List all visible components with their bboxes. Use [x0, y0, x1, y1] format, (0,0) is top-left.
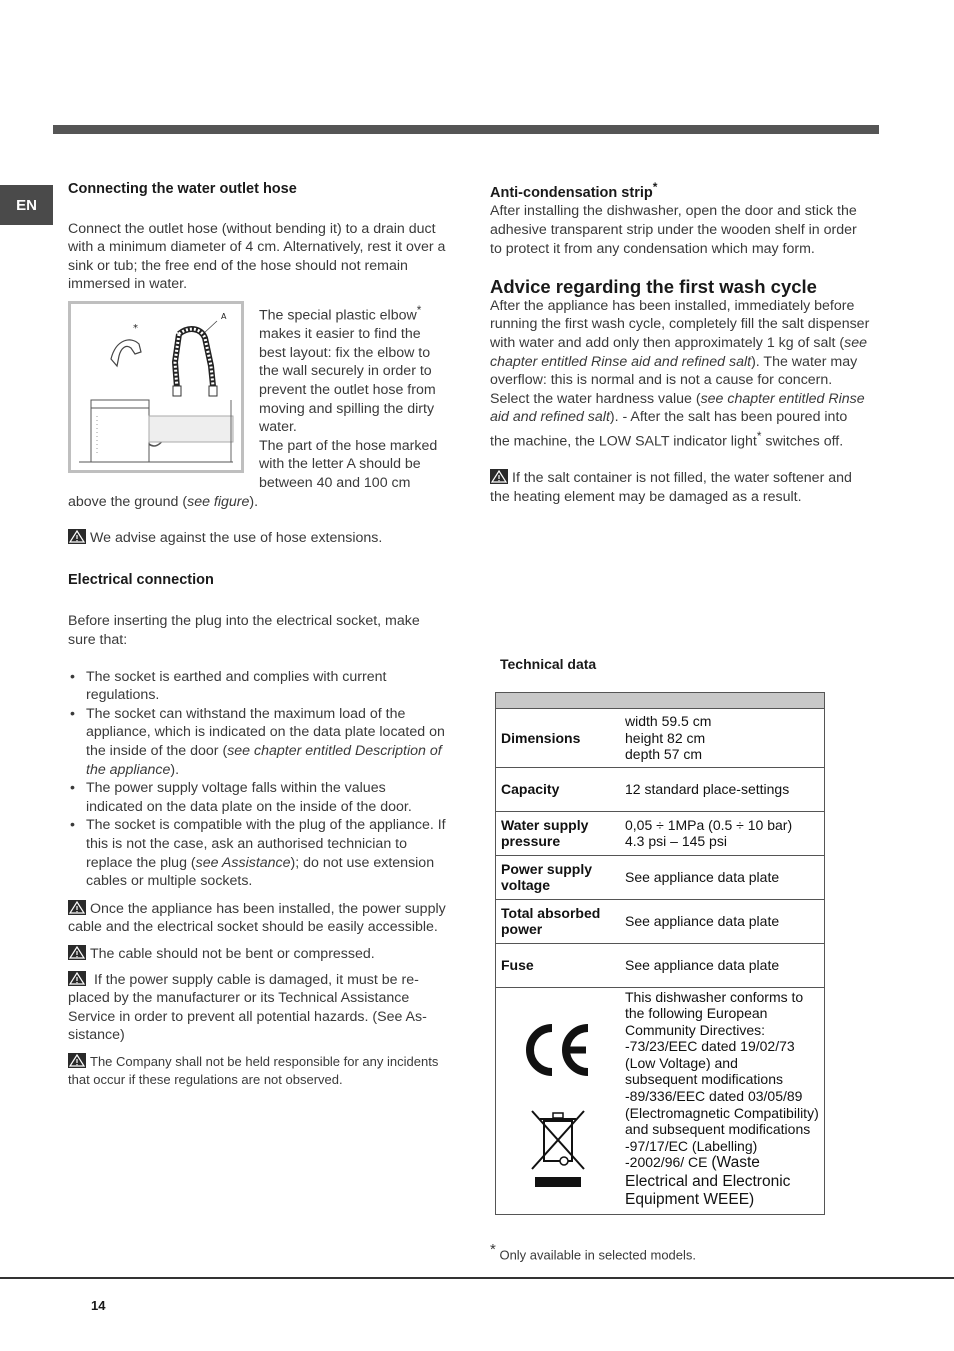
outlet-hose-text: Connect the outlet hose (without bending it) to a drain duct with a minimum diameter of 4 cm. Alternatively, rest it over a sink or tub; the free end of the hose should not remain immersed in water. — [68, 220, 446, 293]
conformity-marks — [496, 987, 621, 1214]
table-row: Total absorbed power See appliance data plate — [496, 899, 825, 943]
warning-icon — [68, 900, 86, 915]
warning-icon — [68, 529, 86, 544]
list-item: • The socket is earthed and complies with current regulations. — [68, 668, 446, 705]
damaged-cable-warning: If the power supply cable is damaged, it must be re-placed by the manufacturer or its Technical Assistance Service in order to prevent all potential hazards. (See As-sistance) — [68, 971, 427, 1044]
table-row: Power supply voltage See appliance data plate — [496, 855, 825, 899]
language-tab: EN — [0, 185, 53, 225]
table-row: Fuse See appliance data plate — [496, 943, 825, 987]
warning-icon — [490, 469, 508, 484]
table-row: Water supply pressure 0,05 ÷ 1MPa (0.5 ÷ 10 bar) 4.3 psi – 145 psi — [496, 811, 825, 855]
page-number: 14 — [91, 1298, 106, 1313]
footer-line — [0, 1277, 954, 1279]
right-column — [490, 178, 870, 506]
elbow-text: The special plastic elbow* makes it easier to find the best layout: fix the elbow to the wall securely in order to prevent the outlet hose from moving and spilling the dirty water. — [259, 302, 436, 436]
anti-condensation-text: After installing the dishwasher, open the door and stick the adhesive transparent strip under the wooden shelf in order to protect it from any condensation which may form. — [490, 203, 857, 257]
table-row — [496, 987, 825, 1214]
electrical-intro: Before inserting the plug into the electrical socket, make sure that: — [68, 613, 420, 649]
technical-data-table — [495, 692, 825, 1215]
salt-warning: If the salt container is not filled, the water softener and the heating element may be damaged as a result. — [490, 470, 852, 505]
first-wash-text: After the appliance has been installed, immediately before running the first wash cycle, completely fill the salt dispenser with water and add only then approximately 1 kg of salt (see chapter entitled Rinse aid and refined salt). The water may overflow: this is normal and is not a cause for concern. Select the water hardness value (see chapter entitled Rinse aid and refined salt). - After the salt has been poured into the machine, the LOW SALT indicator light* switches off. — [490, 297, 870, 450]
accessibility-warning: Once the appliance has been installed, the power supply cable and the electrical socket should be easily accessible. — [68, 900, 446, 936]
left-column — [68, 180, 446, 1090]
table-header — [496, 693, 825, 709]
list-item: • The socket is compatible with the plug of the appliance. If this is not the case, ask an authorised technician to replace the plug (see Assistance); do not use extension cables or multiple sockets. — [68, 816, 446, 890]
warning-icon — [68, 1053, 86, 1068]
electrical-heading: Electrical connection — [68, 571, 214, 588]
warning-icon — [68, 945, 86, 960]
outlet-hose-heading: Connecting the water outlet hose — [68, 181, 297, 197]
ce-mark-icon — [522, 1022, 594, 1078]
weee-bin-icon — [528, 1107, 588, 1191]
list-item: • The power supply voltage falls within the values indicated on the data plate on the inside of the door. — [68, 779, 446, 816]
footnote: * Only available in selected models. — [490, 1241, 697, 1263]
cable-warning: The cable should not be bent or compressed. — [68, 945, 446, 964]
hose-extension-warning: We advise against the use of hose extensions. — [68, 529, 446, 548]
warning-icon — [68, 971, 86, 986]
elbow-star-label: * — [133, 322, 138, 334]
anti-condensation-heading: Anti-condensation strip* — [490, 180, 658, 201]
electrical-checklist — [68, 668, 446, 891]
conformity-text: This dishwasher conforms to the following European Community Directives: -73/23/EEC dated 19/02/73 (Low Voltage) and subsequent modifications -89/336/EEC dated 03/05/89 (Electromagnetic Compatibility) and subsequent modifications -97/17/EC (Labelling) -2002/96/ CE (Waste Electrical and Electronic Equipment WEEE) — [620, 987, 825, 1214]
first-wash-heading: Advice regarding the first wash cycle — [490, 276, 817, 298]
table-row: Dimensions width 59.5 cm height 82 cm depth 57 cm — [496, 709, 825, 768]
table-row: Capacity 12 standard place-settings — [496, 767, 825, 811]
liability-warning: The Company shall not be held responsible for any incidents that occur if these regulations are not observed. — [68, 1053, 439, 1088]
hose-installation-figure — [68, 301, 244, 473]
letter-a-label: A — [221, 311, 227, 321]
header-bar — [53, 125, 879, 134]
hose-diagram — [71, 304, 241, 470]
list-item: • The socket can withstand the maximum load of the appliance, which is indicated on the data plate located on the inside of the door (see chapter entitled Description of the appliance). — [68, 705, 446, 779]
technical-data-heading: Technical data — [500, 656, 597, 672]
hose-height-text: The part of the hose marked with the letter A should be between 40 and 100 cm above the ground (see figure). — [68, 437, 438, 510]
outlet-hose-section — [68, 301, 446, 511]
